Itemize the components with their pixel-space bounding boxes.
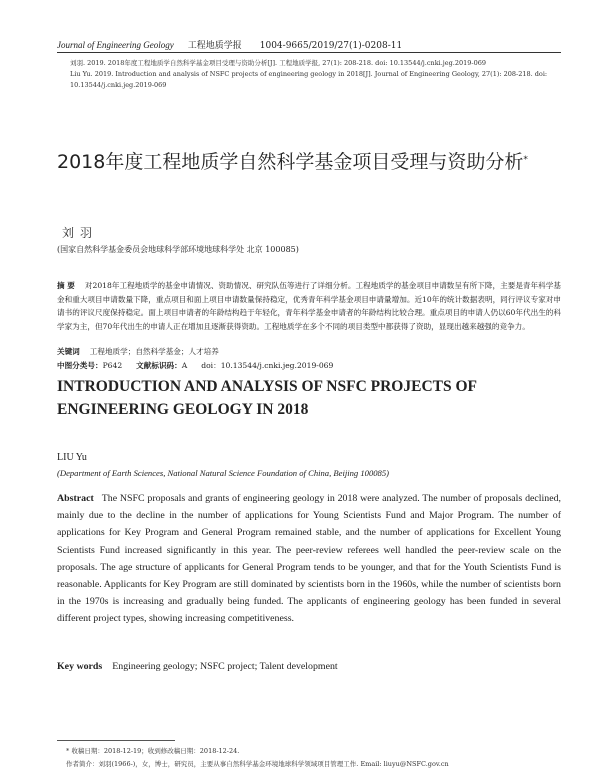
journal-name: Journal of Engineering Geology bbox=[57, 40, 174, 50]
title-footnote-mark: * bbox=[523, 155, 528, 165]
abstract-zh-text: 对2018年工程地质学的基金申请情况、资助情况、研究队伍等进行了详细分析。工程地质学的基金项目申请数呈有所下降，主要是青年科学基金和重大项目申请数量下降，重点项目和面上项目申请数量保持稳定，优秀青年科学基金项目申请量增加。近10年的统计数据表明，同行评议专家对申请书的评议尺度保持稳定。面上项目申请者的年龄结构趋于年轻化，青年科学基金申请者的年龄结构比较合理。重点项目的申请人仍以60年代出生的科学家为主，但70年代出生的申请人正在增加且逐渐获得资助。工程地质学在多个不同的项目类型中都获得了资助，显现出越来越强的竞争力。 bbox=[57, 281, 561, 331]
citation-en: Liu Yu. 2019. Introduction and analysis of NSFC projects of engineering geology in 2018[J]. Journal of Engineering Geology, 27(1): 208-218. doi: 10.13544/j.cnki.jeg.2019-069 bbox=[70, 70, 548, 89]
footnote-author-info: 作者简介：刘羽(1966-)，女，博士，研究员，主要从事自然科学基金环境地球科学领域项目管理工作. Email: liuyu@NSFC.gov.cn bbox=[66, 760, 449, 768]
author-zh: 刘羽 bbox=[62, 226, 99, 240]
keywords-zh-text: 工程地质学；自然科学基金；人才培养 bbox=[89, 347, 219, 356]
running-header bbox=[57, 38, 402, 51]
keywords-en-label: Key words bbox=[57, 661, 103, 672]
abstract-zh bbox=[57, 279, 561, 333]
footnote-rule bbox=[57, 740, 175, 741]
abstract-en-label: Abstract bbox=[57, 493, 94, 504]
doc-code-value: A bbox=[181, 361, 188, 370]
header-rule bbox=[57, 52, 561, 53]
classification-line bbox=[57, 360, 333, 371]
doi-label: doi： bbox=[201, 361, 221, 370]
doi-value: 10.13544/j.cnki.jeg.2019-069 bbox=[220, 361, 334, 370]
author-en: LIU Yu bbox=[57, 452, 87, 463]
abstract-zh-label: 摘 要 bbox=[57, 281, 75, 290]
keywords-zh-label: 关键词 bbox=[57, 347, 80, 356]
doc-code-label: 文献标识码： bbox=[136, 361, 182, 370]
citation-zh: 刘羽. 2019. 2018年度工程地质学自然科学基金项目受理与资助分析[J]. 工程地质学报, 27(1): 208-218. doi: 10.13544/j.cnki.jeg.2019-069 bbox=[70, 59, 487, 67]
paper-title-en: INTRODUCTION AND ANALYSIS OF NSFC PROJECTS OF ENGINEERING GEOLOGY IN 2018 bbox=[57, 378, 477, 418]
affiliation-en: (Department of Earth Sciences, National Natural Science Foundation of China, Beijing 100085) bbox=[57, 468, 390, 478]
title-zh-text: 2018年度工程地质学自然科学基金项目受理与资助分析 bbox=[57, 151, 524, 173]
journal-code: 1004-9665/2019/27(1)-0208-11 bbox=[259, 41, 403, 51]
abstract-en bbox=[57, 490, 561, 628]
footnote-received: * 收稿日期：2018-12-19；收到修改稿日期：2018-12-24. bbox=[66, 747, 240, 755]
clc-value: P642 bbox=[102, 361, 123, 370]
affiliation-zh: (国家自然科学基金委员会地球科学部环境地球科学处 北京 100085) bbox=[57, 245, 299, 254]
keywords-en bbox=[57, 661, 338, 672]
paper-title-zh bbox=[57, 148, 562, 177]
abstract-en-text: The NSFC proposals and grants of engineering geology in 2018 were analyzed. The number of proposals declined, mainly due to the decline in the number of applications for Young Scientists Fund and Major Program. The number of applications for Key Program and General Program remained stable, and the number of applications for Excellent Young Scientists Fund increased significantly in this year. The peer-review referees well handled the peer-review scale on the proposals. The age structure of applicants for General Program tends to be younger, and that for the Youth Scientists Fund is reasonable. Applicants for Key Program are still dominated by scientists born in the 1960s, while the number of scientists born in the 1970s is increasing and gradually being funded. The applicants of engineering geology has been funded in several different project types, showing increasing competitiveness. bbox=[57, 493, 561, 625]
keywords-zh bbox=[57, 346, 219, 357]
keywords-en-text: Engineering geology; NSFC project; Talent development bbox=[112, 661, 338, 672]
clc-label: 中图分类号： bbox=[57, 361, 103, 370]
journal-name-zh: 工程地质学报 bbox=[187, 41, 242, 51]
